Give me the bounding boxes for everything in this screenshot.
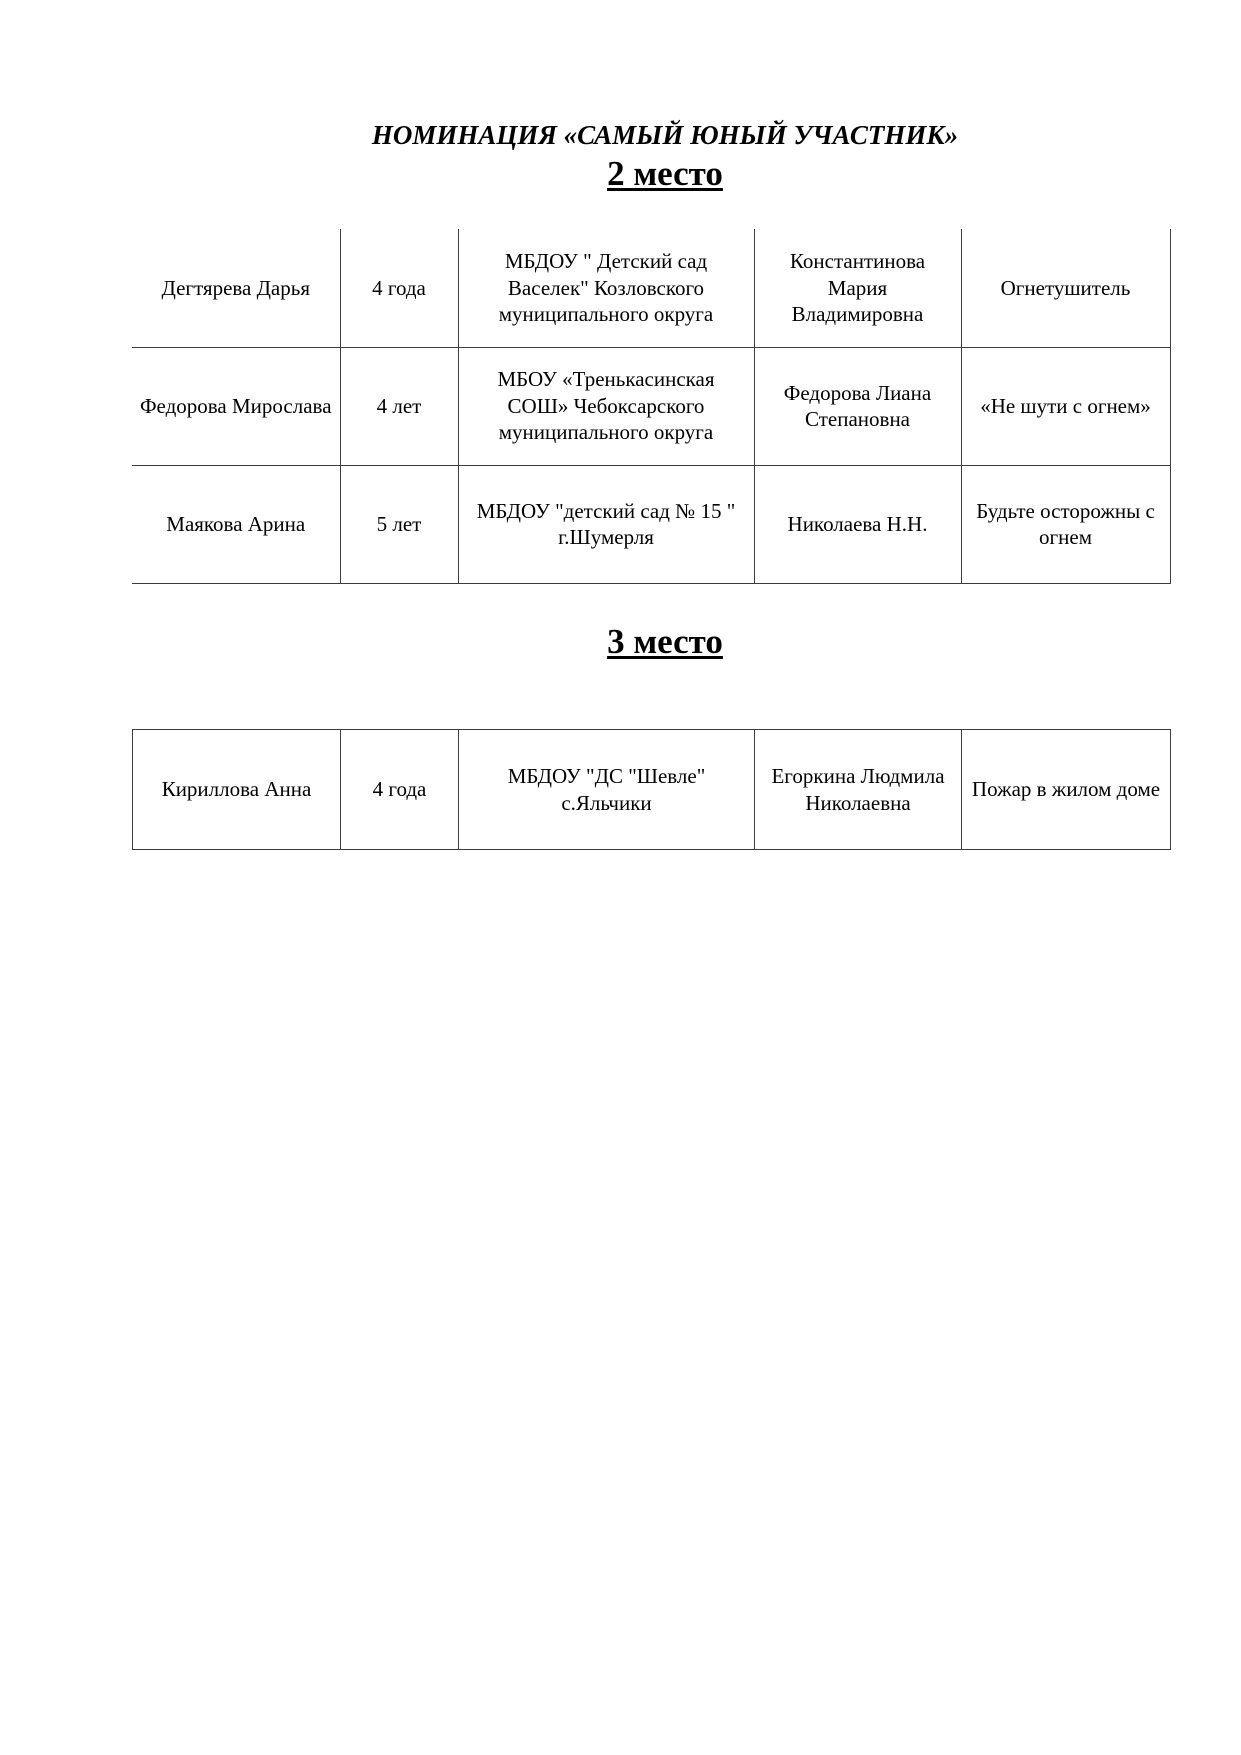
work-title: Огнетушитель [961, 229, 1170, 347]
work-title: Будьте осторожны с огнем [961, 465, 1170, 583]
table-row [132, 465, 1170, 583]
institution: МБДОУ "ДС "Шевле" с.Яльчики [459, 730, 755, 850]
institution: МБОУ «Тренькасинская СОШ» Чебоксарского муниципального округа [458, 347, 754, 465]
institution: МБДОУ " Детский сад Васелек" Козловского муниципального округа [458, 229, 754, 347]
third-place-heading: 3 место [607, 622, 723, 661]
table-row [132, 347, 1170, 465]
supervisor: Константинова Мария Владимировна [754, 229, 961, 347]
participant-name: Маякова Арина [132, 465, 340, 583]
nomination-title: НОМИНАЦИЯ «САМЫЙ ЮНЫЙ УЧАСТНИК» [371, 120, 959, 150]
table-row [132, 229, 1170, 347]
work-title: «Не шути с огнем» [961, 347, 1170, 465]
participant-age: 4 лет [340, 347, 458, 465]
participant-age: 4 года [341, 730, 459, 850]
participant-name: Дегтярева Дарья [132, 229, 340, 347]
table-row [133, 730, 1171, 850]
participant-age: 5 лет [340, 465, 458, 583]
participant-name: Федорова Мирослава [132, 347, 340, 465]
work-title: Пожар в жилом доме [962, 730, 1171, 850]
supervisor: Николаева Н.Н. [754, 465, 961, 583]
supervisor: Федорова Лиана Степановна [754, 347, 961, 465]
second-place-table [132, 229, 1171, 584]
institution: МБДОУ "детский сад № 15 " г.Шумерля [458, 465, 754, 583]
second-place-heading: 2 место [607, 154, 723, 193]
participant-age: 4 года [340, 229, 458, 347]
third-place-table [132, 729, 1171, 850]
supervisor: Егоркина Людмила Николаевна [755, 730, 962, 850]
participant-name: Кириллова Анна [133, 730, 341, 850]
